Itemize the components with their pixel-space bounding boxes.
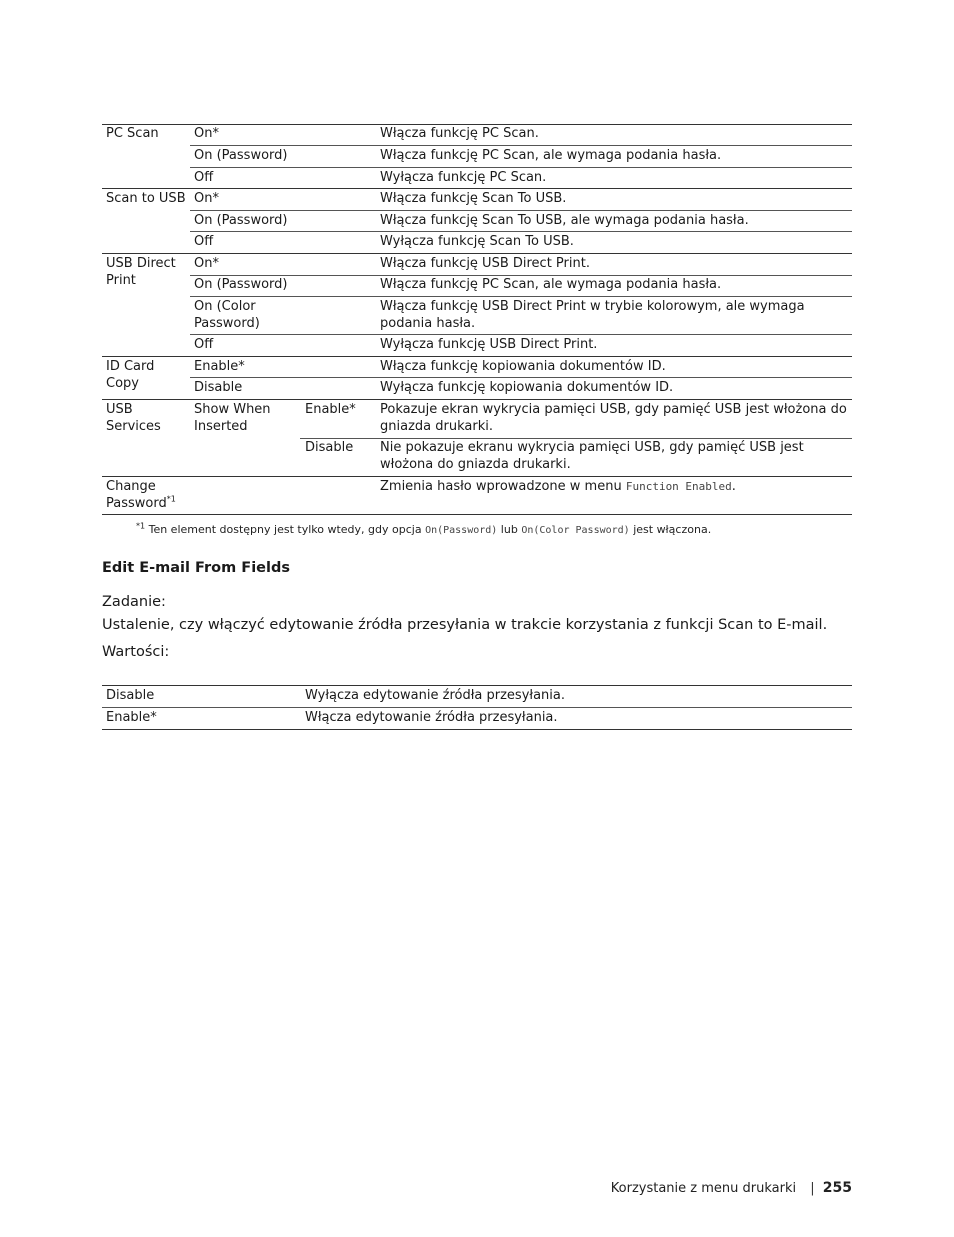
description-text: Zmienia hasło wprowadzone w menu	[380, 479, 626, 494]
footnote-marker: *1	[166, 494, 176, 504]
setting-value: On (Password)	[194, 148, 288, 163]
setting-value: On*	[194, 191, 219, 206]
setting-description: Włącza funkcję Scan To USB.	[380, 191, 567, 206]
footnote-marker: *1	[136, 521, 146, 531]
setting-value: On*	[194, 126, 219, 141]
setting-value: Off	[194, 337, 214, 352]
table-rule	[102, 514, 852, 515]
footnote-code: On(Color Password)	[521, 525, 630, 536]
footnote-text: lub	[497, 523, 522, 536]
footnote-code: On(Password)	[425, 525, 498, 536]
setting-name: Scan to USB	[106, 191, 186, 206]
setting-value: On (Color Password)	[194, 299, 260, 331]
setting-value: Off	[194, 234, 214, 249]
page-footer	[560, 1180, 852, 1197]
task-text: Ustalenie, czy włączyć edytowanie źródła przesyłania w trakcie korzystania z funkcji Scan to E-mail.	[102, 617, 828, 633]
footnote-text: Ten element dostępny jest tylko wtedy, gdy opcja	[145, 523, 426, 536]
setting-name: USB Direct Print	[106, 256, 176, 288]
table-rule	[102, 707, 852, 708]
value-description: Włącza edytowanie źródła przesyłania.	[305, 710, 558, 725]
setting-description: Włącza funkcję Scan To USB, ale wymaga podania hasła.	[380, 213, 749, 228]
setting-value: On*	[194, 256, 219, 271]
table-rule	[190, 145, 852, 146]
footnote-text: jest włączona.	[629, 523, 712, 536]
setting-value: Enable*	[194, 359, 245, 374]
table-rule	[102, 399, 852, 400]
setting-description	[380, 478, 850, 495]
setting-description: Wyłącza funkcję PC Scan.	[380, 170, 547, 185]
table-rule	[190, 296, 852, 297]
page-number: 255	[822, 1180, 852, 1196]
setting-description: Nie pokazuje ekranu wykrycia pamięci USB, gdy pamięć USB jest włożona do gniazda drukarki.	[380, 440, 804, 472]
section-title: Edit E-mail From Fields	[102, 560, 290, 576]
table-rule	[190, 377, 852, 378]
setting-description: Włącza funkcję PC Scan, ale wymaga podania hasła.	[380, 148, 722, 163]
setting-description: Włącza funkcję USB Direct Print.	[380, 256, 590, 271]
setting-description: Włącza funkcję kopiowania dokumentów ID.	[380, 359, 666, 374]
table-rule	[190, 210, 852, 211]
setting-name: USB Services	[106, 402, 161, 434]
setting-value: On (Password)	[194, 213, 288, 228]
table-rule	[190, 334, 852, 335]
table-rule	[102, 729, 852, 730]
footer-separator: |	[810, 1181, 815, 1196]
setting-description: Wyłącza funkcję USB Direct Print.	[380, 337, 598, 352]
setting-value: Off	[194, 170, 214, 185]
setting-description: Wyłącza funkcję kopiowania dokumentów ID.	[380, 380, 674, 395]
setting-name	[106, 478, 190, 512]
table-rule	[102, 685, 852, 686]
setting-description: Włącza funkcję PC Scan, ale wymaga podania hasła.	[380, 277, 722, 292]
table-rule	[190, 167, 852, 168]
chapter-title: Korzystanie z menu drukarki	[610, 1181, 797, 1196]
setting-description: Wyłącza funkcję Scan To USB.	[380, 234, 574, 249]
value-name: Enable*	[106, 710, 157, 725]
setting-subvalue: Disable	[305, 440, 354, 455]
value-name: Disable	[106, 688, 155, 703]
setting-description: Pokazuje ekran wykrycia pamięci USB, gdy pamięć USB jest włożona do gniazda drukarki.	[380, 402, 847, 434]
change-password-label: Change Password	[106, 479, 167, 511]
values-label: Wartości:	[102, 644, 170, 660]
table-rule	[102, 188, 852, 189]
table-rule	[102, 476, 852, 477]
value-description: Wyłącza edytowanie źródła przesyłania.	[305, 688, 565, 703]
table-rule	[190, 231, 852, 232]
setting-description: Włącza funkcję USB Direct Print w trybie kolorowym, ale wymaga podania hasła.	[380, 299, 805, 331]
setting-value: Show When Inserted	[194, 402, 271, 434]
table-rule	[102, 253, 852, 254]
menu-code: Function Enabled	[625, 480, 732, 493]
setting-description: Włącza funkcję PC Scan.	[380, 126, 539, 141]
footnote	[136, 522, 711, 538]
setting-subvalue: Enable*	[305, 402, 356, 417]
setting-name: PC Scan	[106, 126, 159, 141]
setting-value: Disable	[194, 380, 243, 395]
task-label: Zadanie:	[102, 594, 166, 610]
description-text: .	[731, 479, 736, 494]
setting-value: On (Password)	[194, 277, 288, 292]
setting-name: ID Card Copy	[106, 359, 155, 391]
table-rule	[102, 356, 852, 357]
